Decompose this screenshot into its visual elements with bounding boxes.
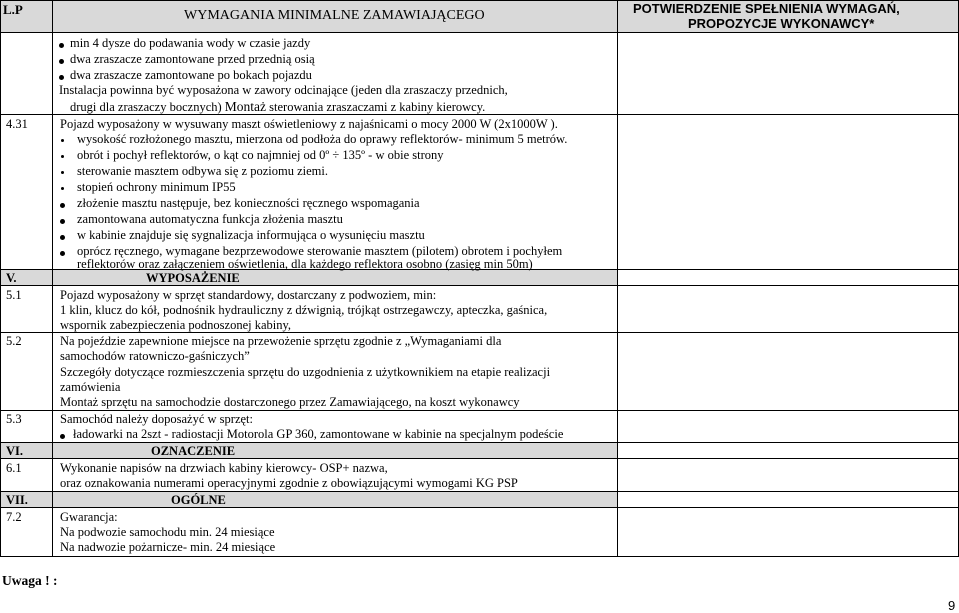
header-requirements: WYMAGANIA MINIMALNE ZAMAWIAJĄCEGO <box>184 8 485 23</box>
row-line <box>0 285 959 286</box>
bullet-icon <box>59 43 64 48</box>
list-item: zamontowana automatyczna funkcja złożenia masztu <box>77 212 343 226</box>
text-line: Na nadwozie pożarnicze- min. 24 miesiące <box>60 540 276 554</box>
section-v-bg <box>0 270 617 285</box>
text-line: wspornik zabezpieczenia podnoszonej kabiny, <box>60 318 292 332</box>
text-fragment: drugi dla zraszaczy bocznych) <box>70 100 222 114</box>
row-line <box>0 491 959 492</box>
list-item: sterowanie masztem odbywa się z poziomu ziemi. <box>77 164 328 178</box>
table-border-left <box>0 0 1 557</box>
page-number: 9 <box>948 598 956 613</box>
bullet-icon <box>60 251 65 256</box>
bullet-icon <box>60 203 65 208</box>
text-line: Wykonanie napisów na drzwiach kabiny kierowcy- OSP+ nazwa, <box>60 461 388 475</box>
text-line: Szczegóły dotyczące rozmieszczenia sprzętu do uzgodnienia z użytkownikiem na etapie realizacji <box>60 365 551 379</box>
text-line: Pojazd wyposażony w sprzęt standardowy, dostarczany z podwoziem, min: <box>60 288 437 302</box>
item-number: 5.3 <box>6 412 22 426</box>
header-confirmation-line2: PROPOZYCJE WYKONAWCY* <box>688 16 875 31</box>
text-line: Na pojeździe zapewnione miejsce na przewożenie sprzętu zgodnie z „Wymaganiami dla <box>60 334 502 348</box>
bullet-icon <box>60 235 65 240</box>
section-title: WYPOSAŻENIE <box>146 271 240 285</box>
item-number: 7.2 <box>6 510 22 524</box>
text-fragment: sterowania zraszaczami z kabiny kierowcy. <box>269 100 486 114</box>
text-line: Montaż sprzętu na samochodzie dostarczonego przez Zamawiającego, na koszt wykonawcy <box>60 395 520 409</box>
list-item: wysokość rozłożonego masztu, mierzona od podłoża do oprawy reflektorów- minimum 5 metrów. <box>77 132 568 146</box>
section-vii-bg <box>0 492 617 507</box>
header-lp: L.P <box>3 2 23 17</box>
text-fragment: Montaż <box>224 99 267 114</box>
text-line: Na podwozie samochodu min. 24 miesiące <box>60 525 275 539</box>
section-number: VI. <box>6 444 24 458</box>
row-line <box>0 507 959 508</box>
header-confirmation-line1: POTWIERDZENIE SPEŁNIENIA WYMAGAŃ, <box>633 1 900 16</box>
list-item: w kabinie znajduje się sygnalizacja informująca o wysunięciu masztu <box>77 228 425 242</box>
footer-note: Uwaga ! : <box>2 573 58 588</box>
list-item: dwa zraszacze zamontowane po bokach pojazdu <box>70 68 312 82</box>
item-number: 5.2 <box>6 334 22 348</box>
section-title: OGÓLNE <box>171 493 226 507</box>
bullet-icon <box>59 59 64 64</box>
text-line: samochodów ratowniczo-gaśniczych” <box>60 349 250 363</box>
list-item: obrót i pochył reflektorów, o kąt co najmniej od 0º ÷ 135º - w obie strony <box>77 148 444 162</box>
bullet-icon <box>61 187 64 190</box>
section-vi-bg <box>0 443 617 458</box>
bullet-icon <box>61 171 64 174</box>
list-item-continuation: reflektorów oraz załączeniem oświetlenia, dla każdego reflektora osobno (zasięg min 50m) <box>77 257 533 271</box>
item-number: 4.31 <box>6 117 28 131</box>
row-line <box>0 32 959 33</box>
table-divider-lp <box>52 0 53 557</box>
bullet-icon <box>61 155 64 158</box>
bullet-icon <box>61 139 64 142</box>
list-item: dwa zraszacze zamontowane przed przednią osią <box>70 52 315 66</box>
text-line: oraz oznakowania numerami operacyjnymi zgodnie z obowiązującymi wymogami KG PSP <box>60 476 518 490</box>
section-title: OZNACZENIE <box>151 444 236 458</box>
text-line: Pojazd wyposażony w wysuwany maszt oświetleniowy z najaśnicami o mocy 2000 W (2x1000W ). <box>60 117 558 131</box>
item-number: 5.1 <box>6 288 22 302</box>
text-line: Gwarancja: <box>60 510 118 524</box>
row-line <box>0 0 959 1</box>
section-number: V. <box>6 271 17 285</box>
bullet-icon <box>60 434 65 439</box>
bullet-icon <box>60 219 65 224</box>
list-item: ładowarki na 2szt - radiostacji Motorola GP 360, zamontowane w kabinie na specjalnym podeście <box>73 427 564 441</box>
row-line <box>0 458 959 459</box>
list-item: min 4 dysze do podawania wody w czasie jazdy <box>70 36 311 50</box>
item-number: 6.1 <box>6 461 22 475</box>
row-line <box>0 442 959 443</box>
row-line <box>0 410 959 411</box>
section-number: VII. <box>6 493 28 507</box>
text-line: Samochód należy doposażyć w sprzęt: <box>60 412 253 426</box>
list-item: stopień ochrony minimum IP55 <box>77 180 236 194</box>
text-line: Instalacja powinna być wyposażona w zawory odcinające (jeden dla zraszaczy przednich, <box>59 83 508 97</box>
row-line <box>0 556 959 557</box>
text-line <box>70 99 485 115</box>
list-item: oprócz ręcznego, wymagane bezprzewodowe sterowanie masztem (pilotem) obrotem i pochyłem <box>77 244 563 258</box>
bullet-icon <box>59 75 64 80</box>
table-divider-confirmation <box>617 0 618 557</box>
list-item: złożenie masztu następuje, bez konieczności ręcznego wspomagania <box>77 196 420 210</box>
text-line: zamówienia <box>60 380 121 394</box>
text-line: 1 klin, klucz do kół, podnośnik hydrauliczny z dźwignią, trójkąt ostrzegawczy, apteczka, gaśnica, <box>60 303 548 317</box>
